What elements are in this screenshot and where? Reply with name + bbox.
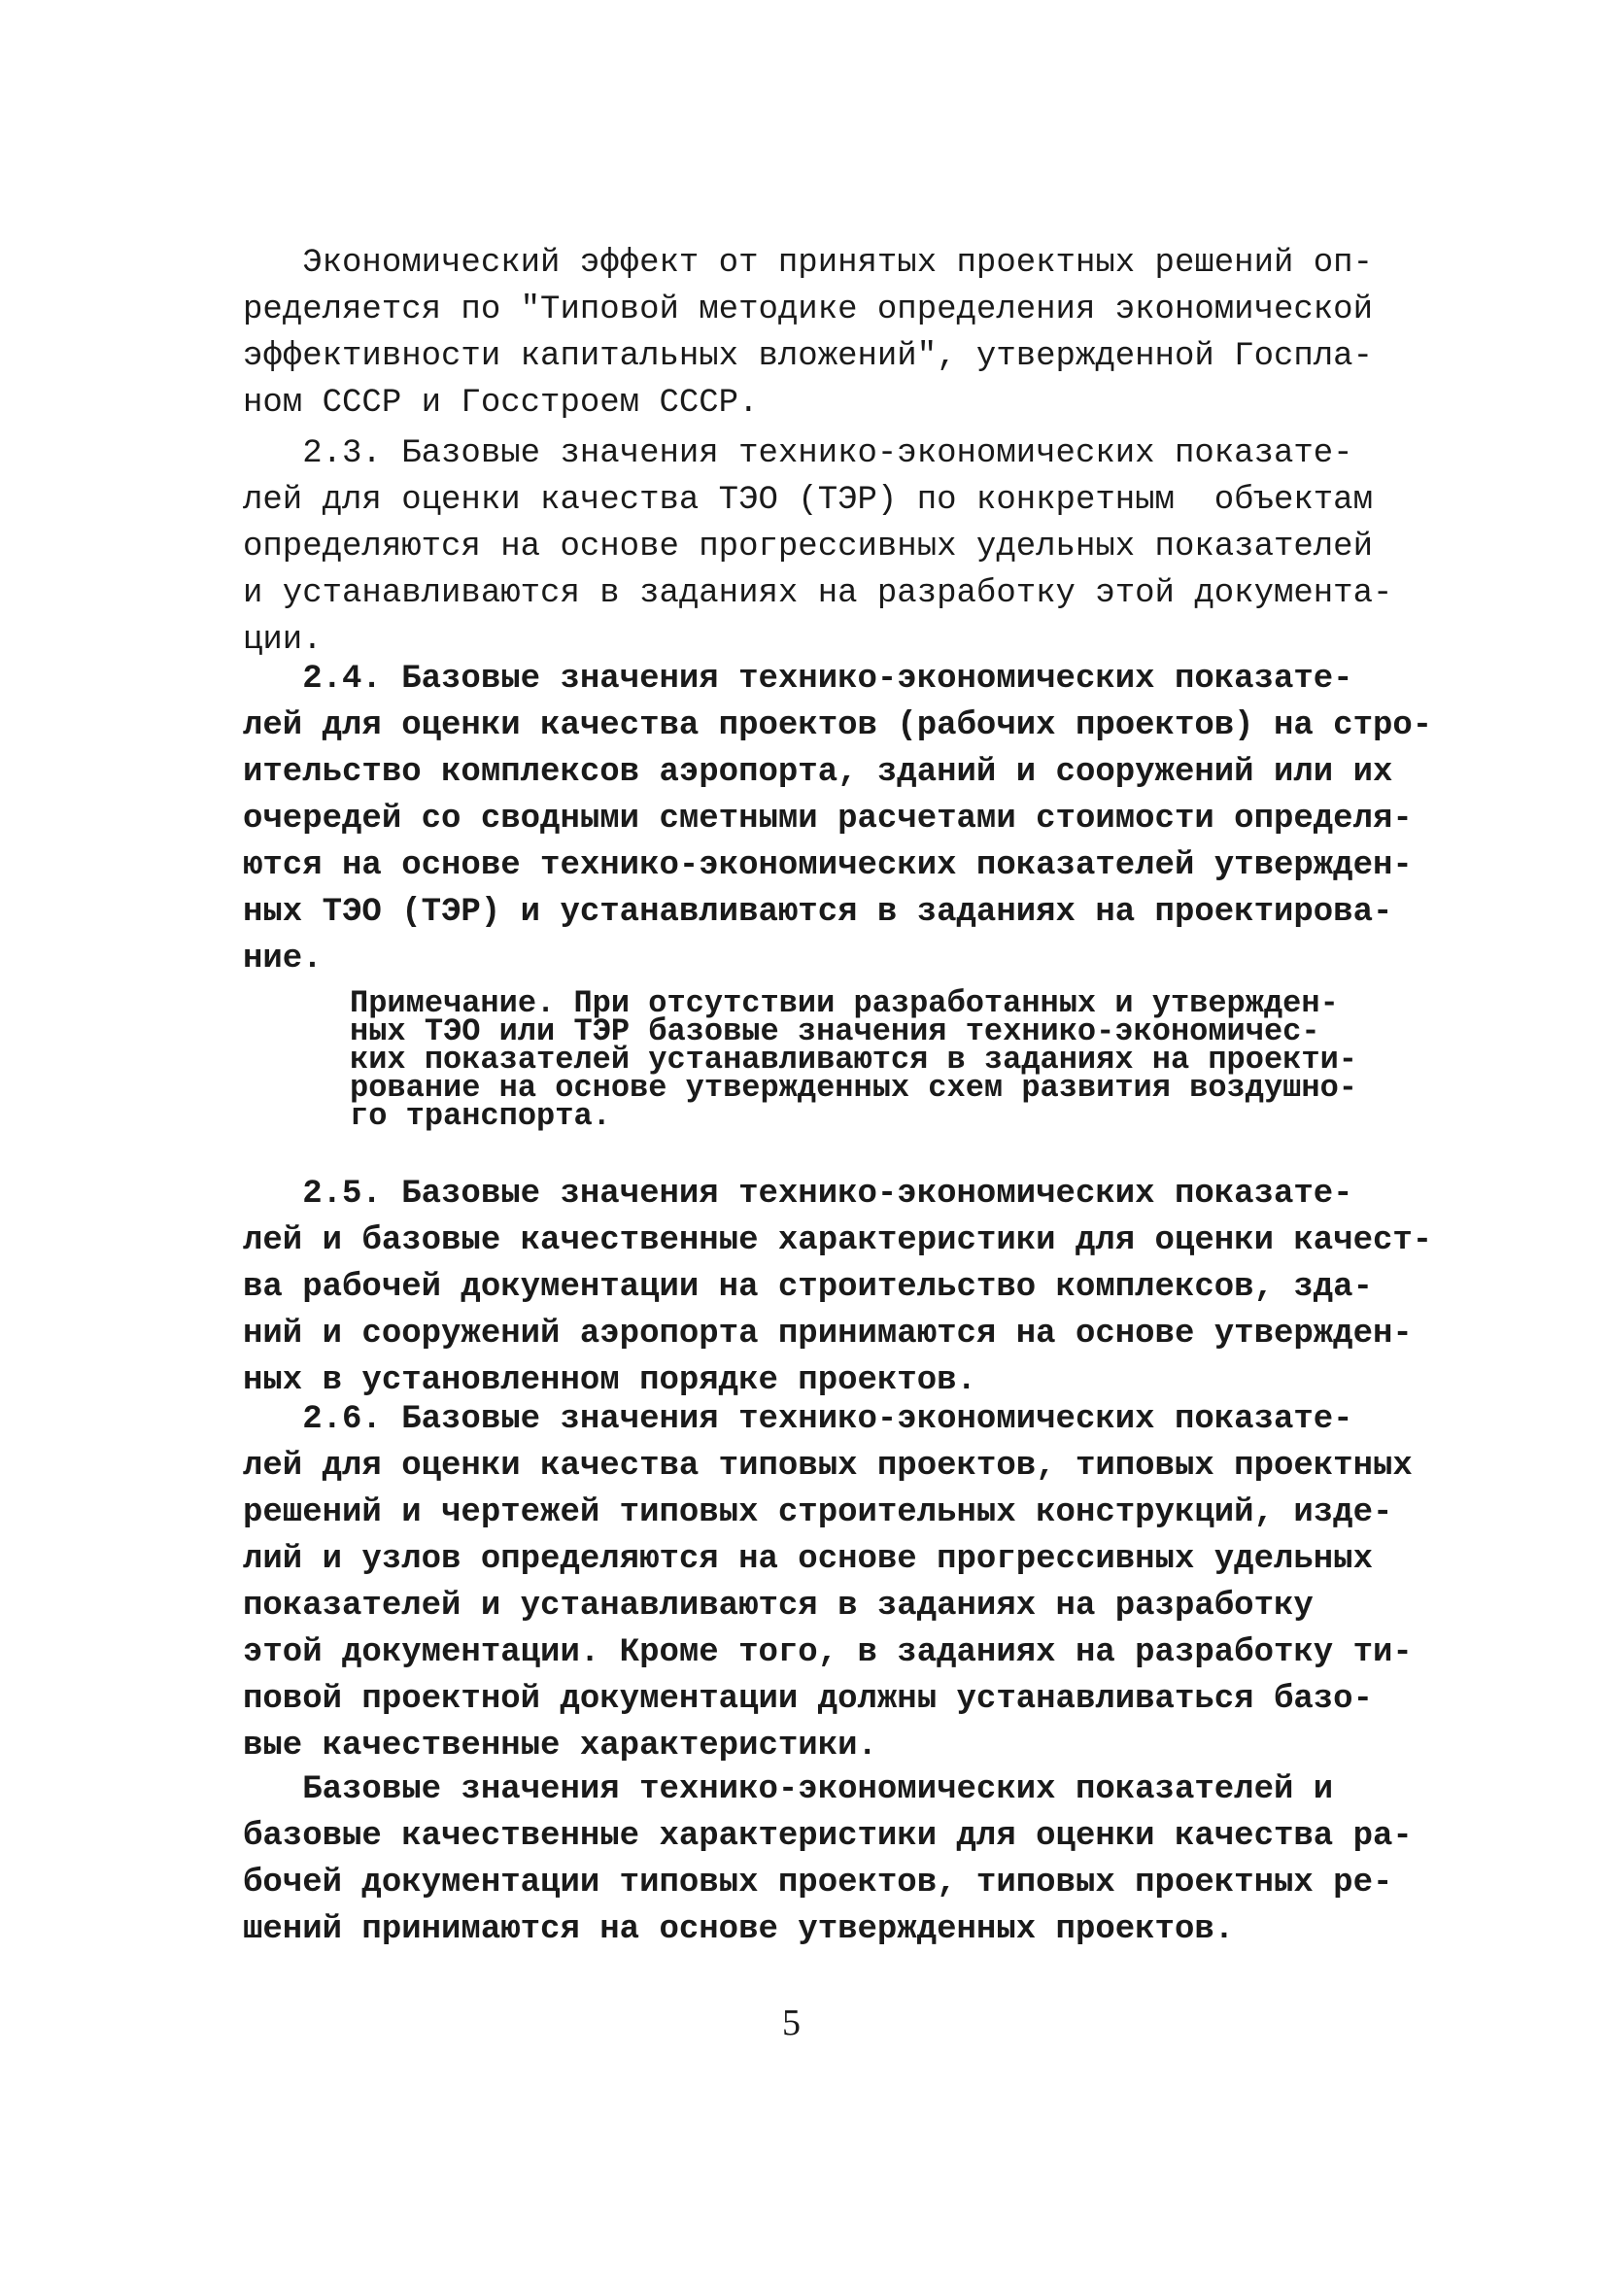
note-line-2: ных ТЭО или ТЭР базовые значения технико-экономичес-	[350, 1013, 1320, 1049]
p23-line-2: лей для оценки качества ТЭО (ТЭР) по конкретным объектам	[243, 482, 1373, 519]
paragraph-2-4	[243, 656, 1433, 982]
p26-line-7: повой проектной документации должны устанавливаться базо-	[243, 1681, 1373, 1718]
p25-line-2: лей и базовые качественные характеристики для оценки качест-	[243, 1222, 1433, 1259]
paragraph-intro	[243, 240, 1384, 427]
intro-line-3: эффективности капитальных вложений", утвержденной Госпла-	[243, 338, 1373, 375]
intro-line-1: Экономический эффект от принятых проектных решений оп-	[243, 245, 1373, 282]
paragraph-2-3	[243, 430, 1393, 664]
p26-line-4: лий и узлов определяются на основе прогрессивных удельных	[243, 1541, 1373, 1578]
p26-line-6: этой документации. Кроме того, в заданиях на разработку ти-	[243, 1634, 1413, 1671]
paragraph-final	[243, 1766, 1413, 1953]
final-line-1: Базовые значения технико-экономических показателей и	[243, 1771, 1334, 1808]
p26-line-8: вые качественные характеристики.	[243, 1728, 877, 1765]
intro-line-4: ном СССР и Госстроем СССР.	[243, 385, 759, 422]
p24-line-2: лей для оценки качества проектов (рабочих проектов) на стро-	[243, 707, 1433, 744]
p23-line-4: и устанавливаются в заданиях на разработку этой документа-	[243, 575, 1393, 612]
p25-line-1: 2.5. Базовые значения технико-экономических показате-	[243, 1176, 1353, 1213]
p26-line-1: 2.6. Базовые значения технико-экономических показате-	[243, 1401, 1353, 1438]
paragraph-2-5	[243, 1171, 1433, 1404]
p24-line-7: ние.	[243, 941, 323, 977]
page-number: 5	[782, 2003, 801, 2043]
note-line-4: рование на основе утвержденных схем развития воздушно-	[350, 1070, 1357, 1106]
note-line-5: го транспорта.	[350, 1098, 611, 1134]
p24-line-4: очередей со сводными сметными расчетами стоимости определя-	[243, 801, 1413, 838]
note-block	[350, 985, 1370, 1134]
p23-line-5: ции.	[243, 622, 323, 659]
p23-line-1: 2.3. Базовые значения технико-экономических показате-	[243, 435, 1353, 472]
p24-line-1: 2.4. Базовые значения технико-экономических показате-	[243, 661, 1353, 698]
final-line-4: шений принимаются на основе утвержденных проектов.	[243, 1911, 1235, 1948]
final-line-3: бочей документации типовых проектов, типовых проектных ре-	[243, 1865, 1393, 1902]
p24-line-3: ительство комплексов аэропорта, зданий и сооружений или их	[243, 754, 1393, 791]
p24-line-6: ных ТЭО (ТЭР) и устанавливаются в заданиях на проектирова-	[243, 894, 1393, 931]
p24-line-5: ются на основе технико-экономических показателей утвержден-	[243, 847, 1413, 884]
p25-line-5: ных в установленном порядке проектов.	[243, 1362, 976, 1399]
p23-line-3: определяются на основе прогрессивных удельных показателей	[243, 529, 1373, 565]
note-line-1: Примечание. При отсутствии разработанных и утвержден-	[350, 985, 1339, 1021]
final-line-2: базовые качественные характеристики для оценки качества ра-	[243, 1818, 1413, 1855]
p26-line-2: лей для оценки качества типовых проектов, типовых проектных	[243, 1448, 1413, 1485]
p26-line-5: показателей и устанавливаются в заданиях на разработку	[243, 1588, 1314, 1625]
p25-line-4: ний и сооружений аэропорта принимаются на основе утвержден-	[243, 1316, 1413, 1353]
note-line-3: ких показателей устанавливаются в заданиях на проекти-	[350, 1042, 1357, 1078]
p25-line-3: ва рабочей документации на строительство комплексов, зда-	[243, 1269, 1373, 1306]
paragraph-2-6	[243, 1396, 1413, 1769]
intro-line-2: ределяется по "Типовой методике определения экономической	[243, 291, 1373, 328]
p26-line-3: решений и чертежей типовых строительных конструкций, изде-	[243, 1494, 1393, 1531]
